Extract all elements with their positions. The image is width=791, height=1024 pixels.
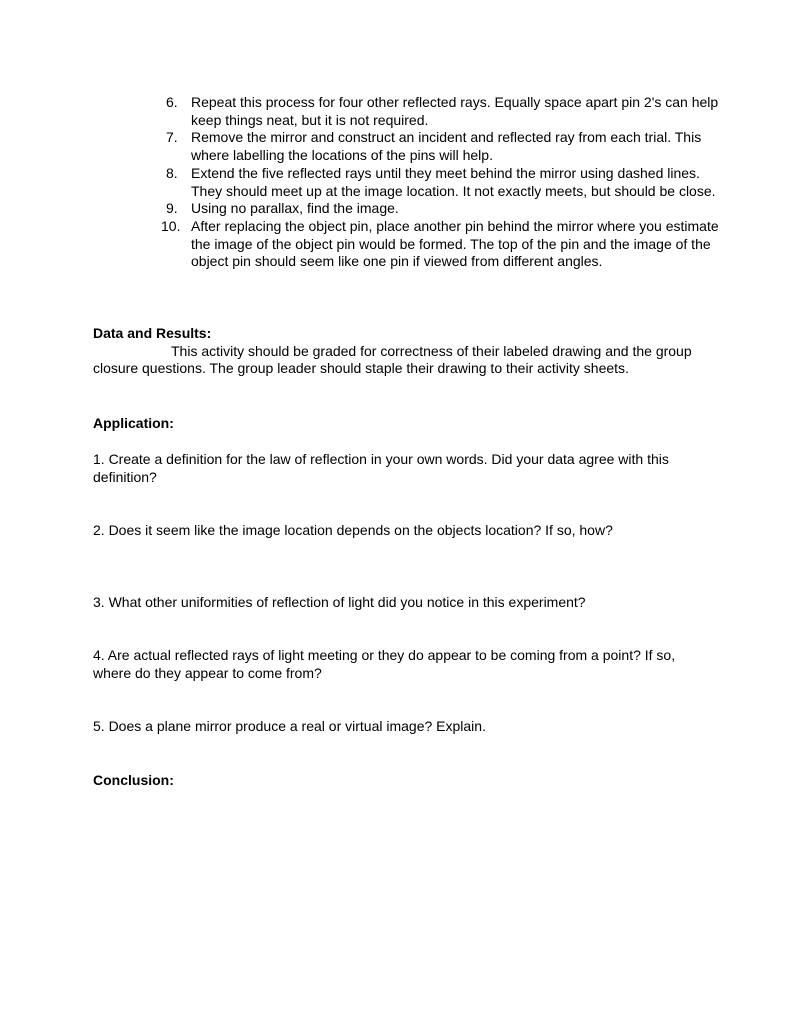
step-number: 6. — [166, 94, 178, 110]
application-question-5: 5. Does a plane mirror produce a real or virtual image? Explain. — [93, 718, 486, 734]
procedure-step — [161, 217, 726, 271]
procedure-steps-list — [161, 94, 726, 271]
application-question-1: 1. Create a definition for the law of reflection in your own words. Did your data agree with this definition? — [93, 451, 669, 485]
procedure-step — [166, 200, 726, 218]
step-number: 7. — [166, 129, 178, 146]
data-results-heading: Data and Results: — [93, 325, 212, 341]
step-number: 9. — [166, 200, 178, 217]
application-question-4: 4. Are actual reflected rays of light meeting or they do appear to be coming from a point? If so, where do they appear to come from? — [93, 647, 676, 681]
data-results-body: This activity should be graded for correctness of their labeled drawing and the group closure questions. The group leader should staple their drawing to their activity sheets. — [93, 342, 692, 377]
data-results-section — [93, 325, 693, 378]
step-number: 8. — [166, 164, 178, 181]
procedure-step — [166, 94, 726, 129]
step-text: Repeat this process for four other reflected rays. Equally space apart pin 2's can help keep things neat, but it is not required. — [191, 94, 719, 128]
procedure-step — [166, 129, 726, 164]
application-heading: Application: — [93, 415, 174, 431]
procedure-step — [166, 165, 726, 200]
step-number: 10. — [161, 217, 181, 234]
conclusion-heading: Conclusion: — [93, 772, 174, 788]
step-text: Extend the five reflected rays until they meet behind the mirror using dashed lines. They should meet up at the image location. It not exactly meets, but should be close. — [191, 164, 716, 199]
step-text: Using no parallax, find the image. — [191, 200, 399, 217]
step-text: After replacing the object pin, place another pin behind the mirror where you estimate the image of the object pin would be formed. The top of the pin and the image of the object pin should seem like one pin if viewed from different angles. — [191, 217, 719, 270]
step-text: Remove the mirror and construct an incident and reflected ray from each trial. This where labelling the locations of the pins will help. — [191, 129, 702, 164]
application-question-2: 2. Does it seem like the image location depends on the objects location? If so, how? — [93, 522, 613, 538]
application-question-3: 3. What other uniformities of reflection of light did you notice in this experiment? — [93, 594, 586, 610]
